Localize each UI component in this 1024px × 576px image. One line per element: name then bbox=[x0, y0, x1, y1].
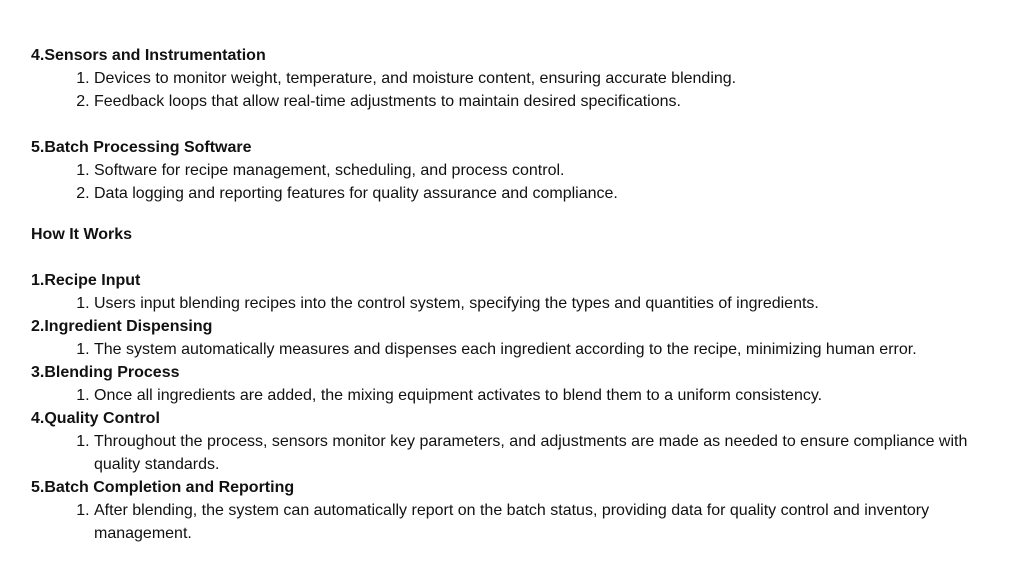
step-list bbox=[31, 292, 971, 315]
step-list bbox=[31, 499, 971, 545]
list-item: 1. Users input blending recipes into the control system, specifying the types and quantities of ingredients. bbox=[94, 292, 971, 315]
list-item: 1. Throughout the process, sensors monitor key parameters, and adjustments are made as needed to ensure compliance with quality standards. bbox=[94, 430, 971, 476]
section-heading: 4.Sensors and Instrumentation bbox=[31, 47, 266, 64]
list-item: 2. Feedback loops that allow real-time adjustments to maintain desired specifications. bbox=[94, 90, 971, 113]
step-heading: 1.Recipe Input bbox=[31, 272, 141, 289]
how-it-works-title: How It Works bbox=[31, 226, 133, 243]
list-item: 1. Devices to monitor weight, temperature, and moisture content, ensuring accurate blending. bbox=[94, 67, 971, 90]
step-list bbox=[31, 430, 971, 476]
slide-content bbox=[31, 44, 971, 545]
list-item: 2. Data logging and reporting features for quality assurance and compliance. bbox=[94, 182, 971, 205]
step-list bbox=[31, 384, 971, 407]
section-list bbox=[31, 67, 971, 113]
list-item: 1. After blending, the system can automatically report on the batch status, providing data for quality control and inventory management. bbox=[94, 499, 971, 545]
section-heading: 5.Batch Processing Software bbox=[31, 139, 252, 156]
step-heading: 2.Ingredient Dispensing bbox=[31, 318, 213, 335]
step-heading: 3.Blending Process bbox=[31, 364, 180, 381]
list-item: 1. Once all ingredients are added, the mixing equipment activates to blend them to a uniform consistency. bbox=[94, 384, 971, 407]
list-item: 1. Software for recipe management, scheduling, and process control. bbox=[94, 159, 971, 182]
step-blending-process bbox=[31, 361, 971, 407]
step-list bbox=[31, 338, 971, 361]
step-batch-completion bbox=[31, 476, 971, 545]
step-heading: 5.Batch Completion and Reporting bbox=[31, 479, 295, 496]
step-quality-control bbox=[31, 407, 971, 476]
section-sensors bbox=[31, 44, 971, 113]
section-batch-software bbox=[31, 136, 971, 205]
step-heading: 4.Quality Control bbox=[31, 410, 160, 427]
section-list bbox=[31, 159, 971, 205]
list-item: 1. The system automatically measures and dispenses each ingredient according to the recipe, minimizing human error. bbox=[94, 338, 971, 361]
step-ingredient-dispensing bbox=[31, 315, 971, 361]
step-recipe-input bbox=[31, 269, 971, 315]
